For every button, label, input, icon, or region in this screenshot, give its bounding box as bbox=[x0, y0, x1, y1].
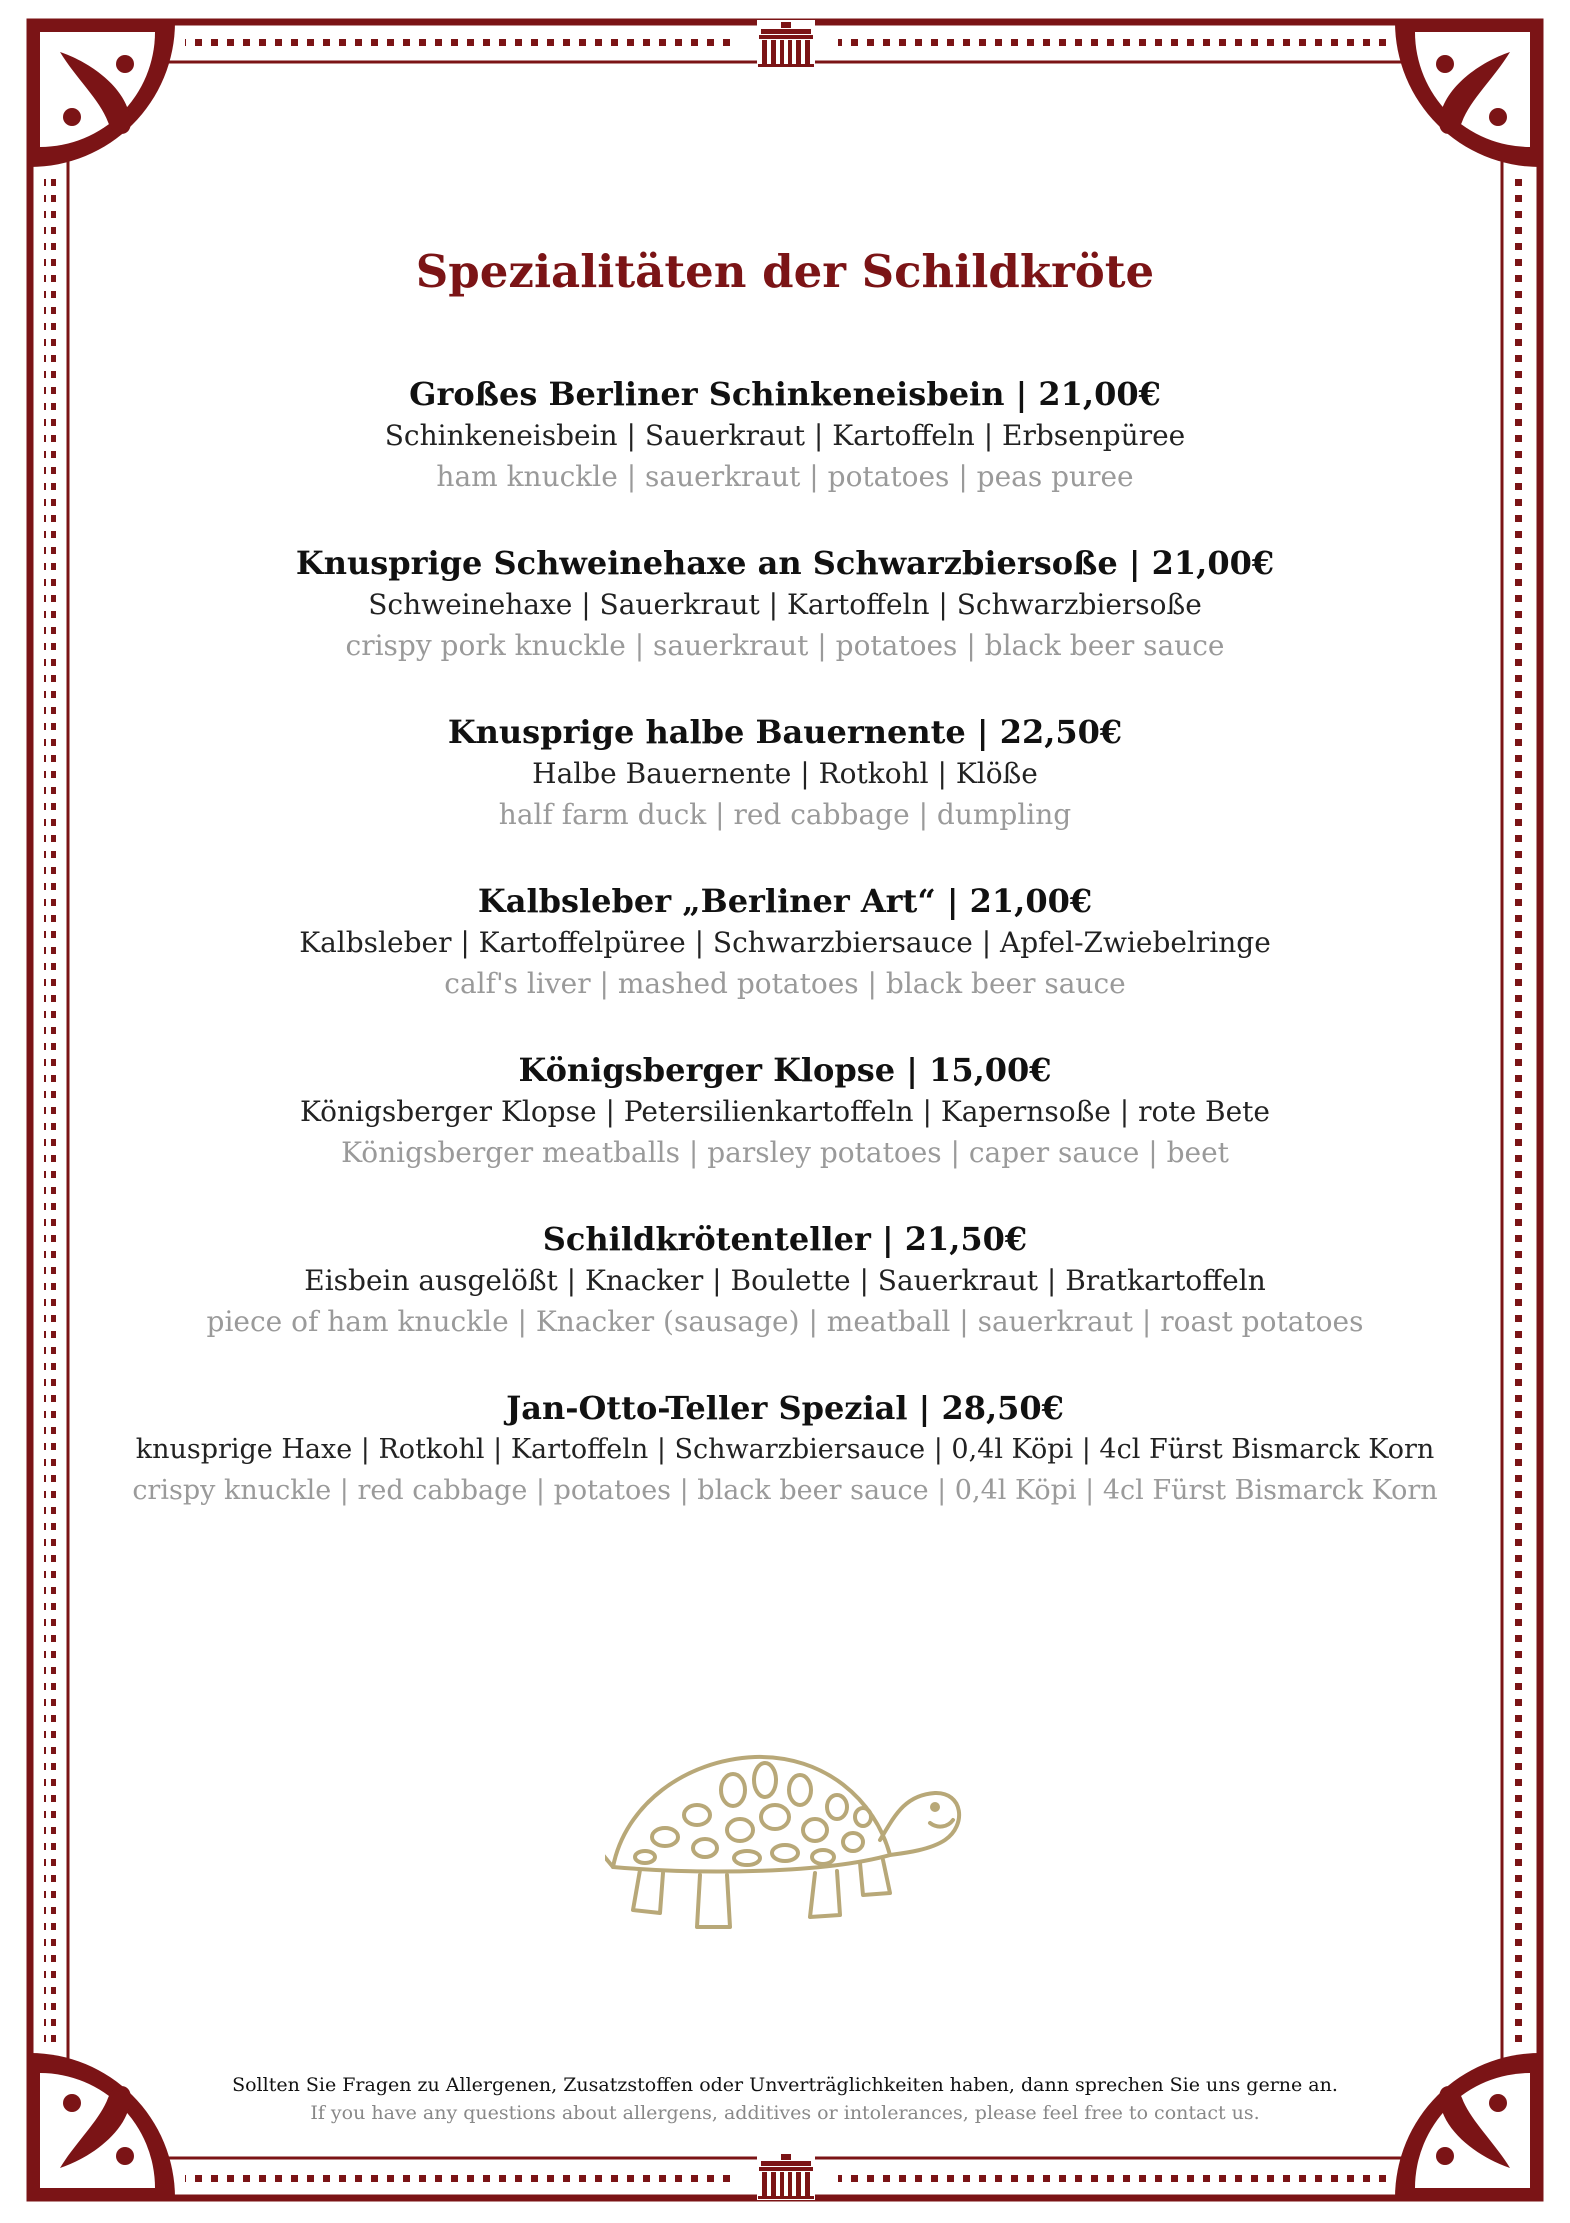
menu-item bbox=[0, 373, 1570, 497]
menu-item bbox=[0, 1387, 1570, 1511]
dish-description-german: knusprige Haxe | Rotkohl | Kartoffeln | Schwarzbiersauce | 0,4l Köpi | 4cl Fürst Bismarck Korn bbox=[135, 1434, 1435, 1465]
dish-description-english: calf's liver | mashed potatoes | black beer sauce bbox=[444, 967, 1126, 1000]
dish-name: Kalbsleber „Berliner Art“ | 21,00€ bbox=[477, 882, 1093, 920]
menu-item bbox=[0, 1218, 1570, 1342]
dish-description-german: Halbe Bauernente | Rotkohl | Klöße bbox=[532, 757, 1038, 790]
menu-item bbox=[0, 880, 1570, 1004]
dish-description-english: crispy knuckle | red cabbage | potatoes | black beer sauce | 0,4l Köpi | 4cl Fürst Bismarck Korn bbox=[132, 1475, 1438, 1506]
allergen-notice-german: Sollten Sie Fragen zu Allergenen, Zusatzstoffen oder Unverträglichkeiten haben, dann sprechen Sie uns gerne an. bbox=[232, 2074, 1338, 2096]
dish-description-german: Königsberger Klopse | Petersilienkartoffeln | Kapernsoße | rote Bete bbox=[299, 1095, 1271, 1128]
menu-item bbox=[0, 711, 1570, 835]
dish-description-german: Schinkeneisbein | Sauerkraut | Kartoffeln | Erbsenpüree bbox=[384, 419, 1186, 452]
menu-item bbox=[0, 542, 1570, 666]
dish-name: Jan-Otto-Teller Spezial | 28,50€ bbox=[506, 1389, 1064, 1427]
dish-description-german: Eisbein ausgelößt | Knacker | Boulette | Sauerkraut | Bratkartoffeln bbox=[304, 1264, 1266, 1297]
dish-description-english: Königsberger meatballs | parsley potatoes | caper sauce | beet bbox=[341, 1136, 1229, 1169]
menu-item bbox=[0, 1049, 1570, 1173]
dish-name: Königsberger Klopse | 15,00€ bbox=[518, 1051, 1052, 1089]
dish-description-english: half farm duck | red cabbage | dumpling bbox=[498, 798, 1072, 831]
menu-title: Spezialitäten der Schildkröte bbox=[415, 245, 1155, 298]
allergen-notice-english: If you have any questions about allergens, additives or intolerances, please feel free to contact us. bbox=[310, 2102, 1260, 2124]
dish-name: Knusprige halbe Bauernente | 22,50€ bbox=[447, 713, 1123, 751]
dish-description-german: Schweinehaxe | Sauerkraut | Kartoffeln | Schwarzbiersoße bbox=[368, 588, 1202, 621]
dish-description-german: Kalbsleber | Kartoffelpüree | Schwarzbiersauce | Apfel-Zwiebelringe bbox=[299, 926, 1271, 959]
turtle-illustration bbox=[605, 1745, 965, 1935]
dish-name: Schildkrötenteller | 21,50€ bbox=[542, 1220, 1028, 1258]
dish-description-english: crispy pork knuckle | sauerkraut | potatoes | black beer sauce bbox=[345, 629, 1225, 662]
dish-description-english: piece of ham knuckle | Knacker (sausage) | meatball | sauerkraut | roast potatoes bbox=[206, 1305, 1364, 1338]
dish-name: Knusprige Schweinehaxe an Schwarzbiersoße | 21,00€ bbox=[295, 544, 1275, 582]
dish-name: Großes Berliner Schinkeneisbein | 21,00€ bbox=[409, 375, 1161, 413]
dish-description-english: ham knuckle | sauerkraut | potatoes | peas puree bbox=[436, 460, 1134, 493]
